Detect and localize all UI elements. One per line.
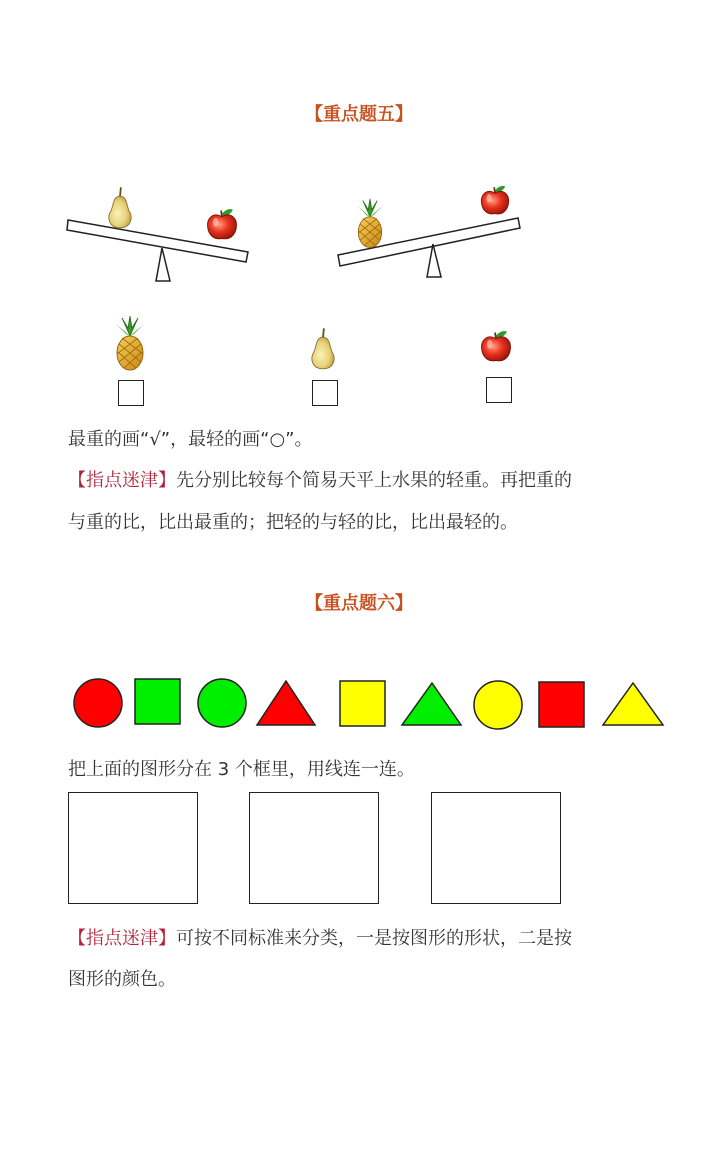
hint-text: 先分别比较每个简易天平上水果的轻重。再把重的	[176, 470, 572, 491]
shapes-row	[60, 670, 670, 735]
section6-instruction	[68, 755, 415, 781]
instruction-pre: 把上面的图形分在	[68, 759, 218, 780]
apple-icon	[478, 326, 514, 366]
red-circle	[74, 679, 122, 727]
instruction-post: 个框里，用线连一连。	[229, 759, 415, 780]
balance-scale-2	[338, 186, 520, 277]
section5-instruction: 最重的画“√”，最轻的画“○”。	[68, 429, 313, 450]
answer-box-pear[interactable]	[312, 380, 338, 406]
hint-label: 【指点迷津】	[68, 928, 176, 949]
sort-box-2[interactable]	[249, 792, 379, 904]
hint-label: 【指点迷津】	[68, 470, 176, 491]
answer-box-apple[interactable]	[486, 377, 512, 403]
apple-icon	[208, 209, 237, 239]
instruction-number: 3	[217, 759, 230, 780]
red-triangle	[257, 681, 315, 725]
yellow-square	[340, 681, 385, 726]
section6-hint-line2: 图形的颜色。	[68, 969, 176, 990]
pear-icon	[305, 326, 341, 372]
section5-hint-line1	[68, 466, 572, 492]
section5-hint-line2: 与重的比，比出最重的；把轻的与轻的比，比出最轻的。	[68, 512, 518, 533]
red-square	[539, 682, 584, 727]
green-triangle	[402, 683, 461, 725]
section6-title: 【重点题六】	[305, 593, 413, 614]
hint-text: 可按不同标准来分类，一是按图形的形状，二是按	[176, 928, 572, 949]
pineapple-icon	[110, 316, 150, 372]
balance-scales-illustration	[60, 180, 540, 290]
pineapple-icon	[357, 199, 382, 248]
answer-box-pineapple[interactable]	[118, 380, 144, 406]
apple-icon	[481, 186, 508, 214]
yellow-triangle	[603, 683, 663, 725]
green-square	[135, 679, 180, 724]
yellow-circle	[474, 681, 522, 729]
balance-scale-1	[67, 187, 248, 281]
sort-box-1[interactable]	[68, 792, 198, 904]
green-circle	[198, 679, 246, 727]
section5-title: 【重点题五】	[305, 104, 413, 125]
sort-box-3[interactable]	[431, 792, 561, 904]
pear-icon	[109, 187, 131, 228]
section6-hint-line1	[68, 924, 572, 950]
